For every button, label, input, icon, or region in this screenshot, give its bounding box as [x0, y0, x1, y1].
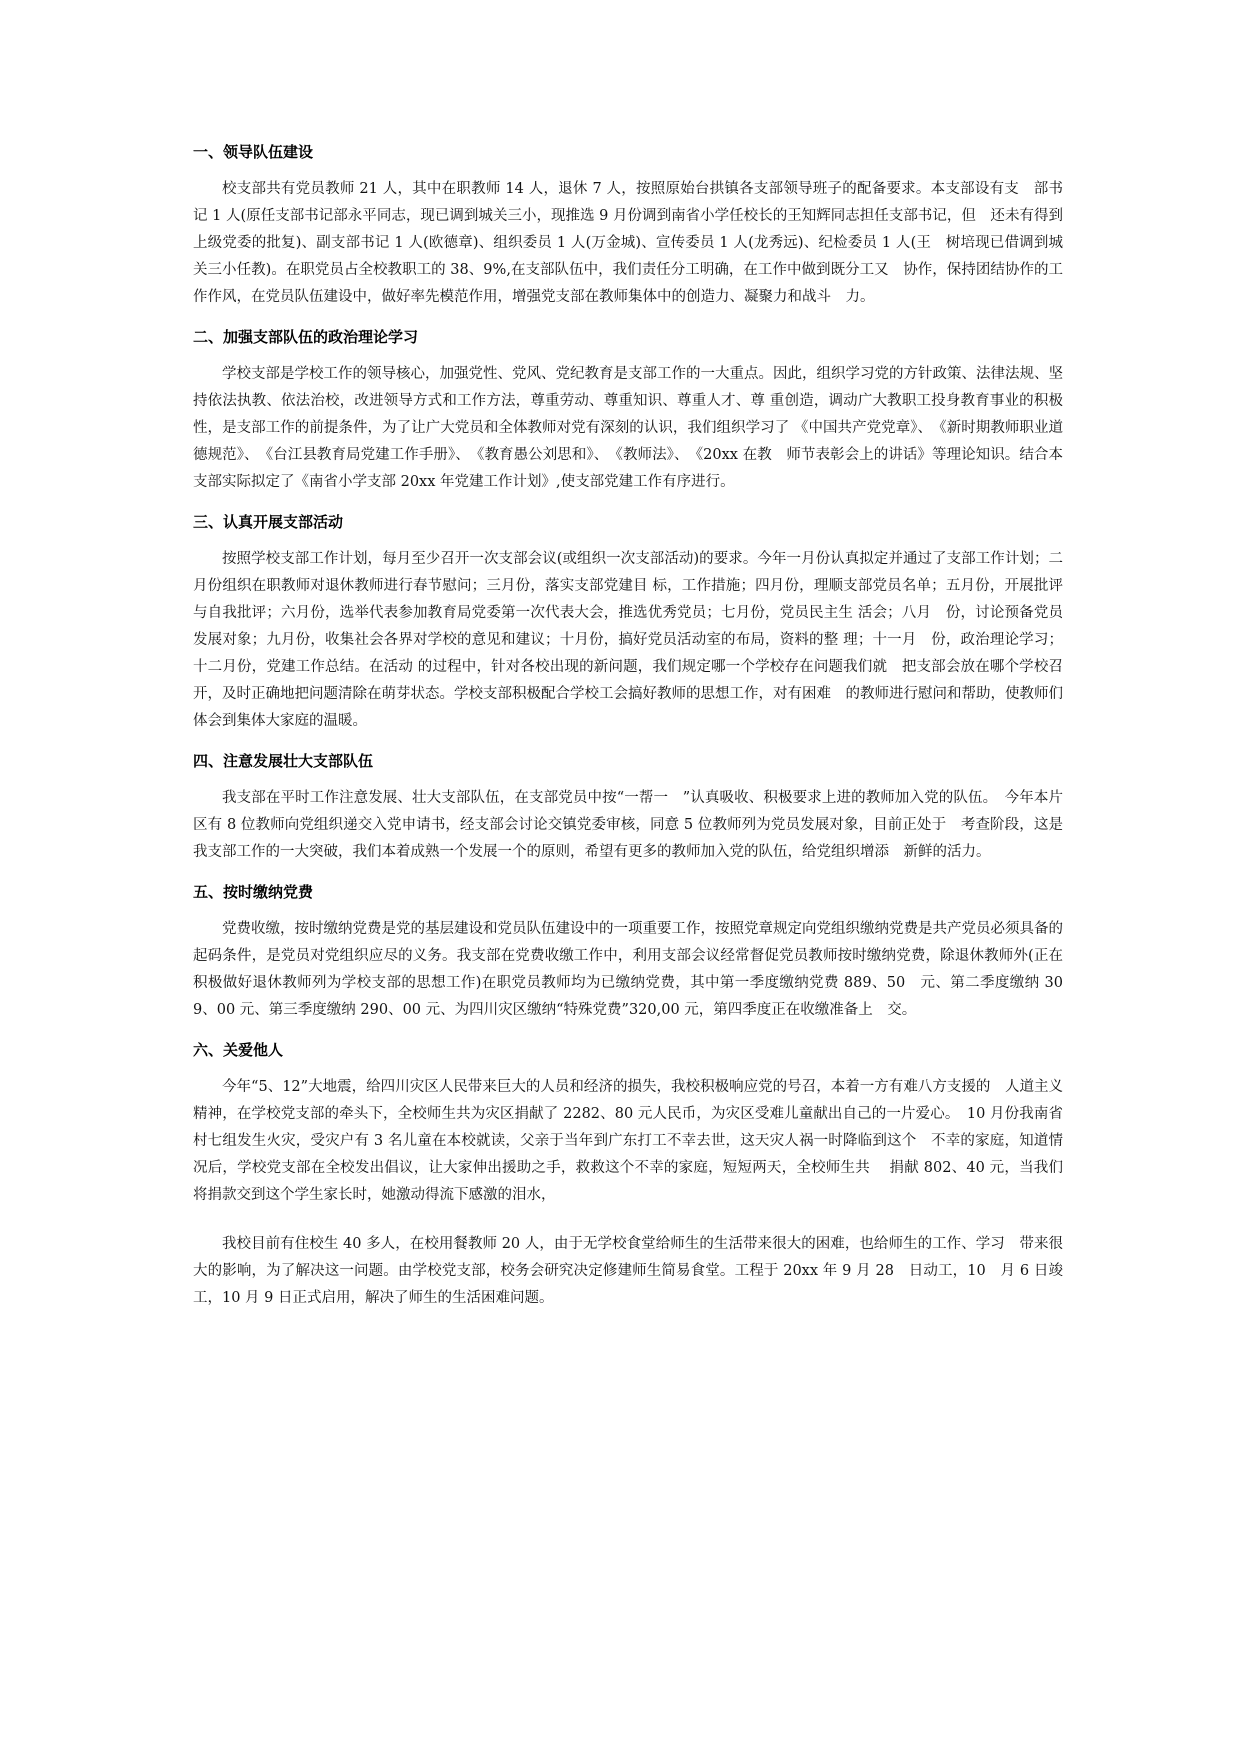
section-political-study	[193, 325, 1063, 496]
section-paragraph: 学校支部是学校工作的领导核心，加强党性、党风、党纪教育是支部工作的一大重点。因此，组织学习党的方针政策、法律法规、坚持依法执教、依法治校，改进领导方式和工作方法，尊重劳动、尊重知识、尊重人才、尊 重创造，调动广大教职工投身教育事业的积极性，是支部工作的前提条件，为了让广大党员和全体教师对党有深刻的认识，我们组织学习了 《中国共产党党章》、 《新时期教师职业道德规范》、 《台江县教育局党建工作手册》、 《教育愚公刘思和》、 《教师法》、 《20xx 在教 师节表彰会上的讲话》等理论知识。结合本支部实际拟定了《南省小学支部 20xx 年党建工作计划》,使支部党建工作有序进行。	[193, 366, 1063, 490]
section-heading: 三、认真开展支部活动	[193, 513, 344, 531]
section-caring-for-others	[193, 1038, 1063, 1312]
section-paragraph: 我校目前有住校生 40 多人，在校用餐教师 20 人，由于无学校食堂给师生的生活带来很大的困难，也给师生的工作、学习 带来很大的影响，为了解决这一问题。由学校党支部，校务会研究决定修建师生简易食堂。工程于 20xx 年 9 月 28 日动工，10 月 6 日竣工，10 月 9 日正式启用，解决了师生的生活困难问题。	[193, 1236, 1063, 1306]
section-paragraph: 我支部在平时工作注意发展、壮大支部队伍，在支部党员中按“一帮一 ”认真吸收、积极要求上进的教师加入党的队伍。 今年本片区有 8 位教师向党组织递交入党申请书，经支部会讨论交镇党委审核，同意 5 位教师列为党员发展对象，目前正处于 考查阶段，这是我支部工作的一大突破，我们本着成熟一个发展一个的原则，希望有更多的教师加入党的队伍，给党组织增添 新鲜的活力。	[193, 790, 1063, 860]
section-paragraph: 今年“5、12”大地震，给四川灾区人民带来巨大的人员和经济的损失，我校积极响应党的号召，本着一方有难八方支援的 人道主义精神，在学校党支部的牵头下，全校师生共为灾区捐献了 2282、80 元人民币，为灾区受难儿童献出自己的一片爱心。 10 月份我南省村七组发生火灾，受灾户有 3 名儿童在本校就读，父亲于当年到广东打工不幸去世，这天灾人祸一时降临到这个 不幸的家庭，知道情况后，学校党支部在全校发出倡议，让大家伸出援助之手，救救这个不幸的家庭，短短两天，全校师生共 捐献 802、40 元，当我们将捐款交到这个学生家长时，她激动得流下感激的泪水，	[193, 1079, 1063, 1203]
section-paragraph: 按照学校支部工作计划，每月至少召开一次支部会议(或组织一次支部活动)的要求。今年一月份认真拟定并通过了支部工作计划；二月份组织在职教师对退休教师进行春节慰问；三月份，落实支部党建目 标，工作措施；四月份，理顺支部党员名单；五月份，开展批评与自我批评；六月份，选举代表参加教育局党委第一次代表大会，推选优秀党员；七月份，党员民主生 活会；八月 份，讨论预备党员发展对象；九月份，收集社会各界对学校的意见和建议；十月份，搞好党员活动室的布局，资料的整 理；十一月 份，政治理论学习；十二月份，党建工作总结。在活动 的过程中，针对各校出现的新问题，我们规定哪一个学校存在问题我们就 把支部会放在哪个学校召开，及时正确地把问题清除在萌芽状态。学校支部积极配合学校工会搞好教师的思想工作，对有困难 的教师进行慰问和帮助，使教师们体会到集体大家庭的温暖。	[193, 551, 1063, 729]
section-leadership	[193, 140, 1063, 311]
section-party-dues	[193, 880, 1063, 1024]
section-heading: 二、加强支部队伍的政治理论学习	[193, 328, 419, 346]
section-paragraph: 校支部共有党员教师 21 人，其中在职教师 14 人，退休 7 人，按照原始台拱镇各支部领导班子的配备要求。本支部设有支 部书记 1 人(原任支部书记部永平同志，现已调到城关三小，现推选 9 月份调到南省小学任校长的王知辉同志担任支部书记，但 还未有得到上级党委的批复)、副支部书记 1 人(欧德章)、组织委员 1 人(万金城)、宣传委员 1 人(龙秀远)、纪检委员 1 人(王 树培现已借调到城关三小任教)。在职党员占全校教职工的 38、9%,在支部队伍中，我们责任分工明确，在工作中做到既分工又 协作，保持团结协作的工作作风，在党员队伍建设中，做好率先模范作用，增强党支部在教师集体中的创造力、凝聚力和战斗 力。	[193, 181, 1063, 305]
document-page	[193, 140, 1063, 1326]
section-heading: 一、领导队伍建设	[193, 143, 314, 161]
section-heading: 四、注意发展壮大支部队伍	[193, 752, 374, 770]
section-branch-activities	[193, 510, 1063, 735]
section-heading: 五、按时缴纳党费	[193, 883, 314, 901]
section-heading: 六、关爱他人	[193, 1041, 284, 1059]
section-paragraph: 党费收缴，按时缴纳党费是党的基层建设和党员队伍建设中的一项重要工作，按照党章规定向党组织缴纳党费是共产党员必须具备的起码条件，是党员对党组织应尽的义务。我支部在党费收缴工作中，利用支部会议经常督促党员教师按时缴纳党费，除退休教师外(正在积极做好退休教师列为学校支部的思想工作)在职党员教师均为已缴纳党费，其中第一季度缴纳党费 889、50 元、第二季度缴纳 309、00 元、第三季度缴纳 290、00 元、为四川灾区缴纳“特殊党费”320,00 元，第四季度正在收缴准备上 交。	[193, 921, 1063, 1018]
section-member-development	[193, 749, 1063, 866]
